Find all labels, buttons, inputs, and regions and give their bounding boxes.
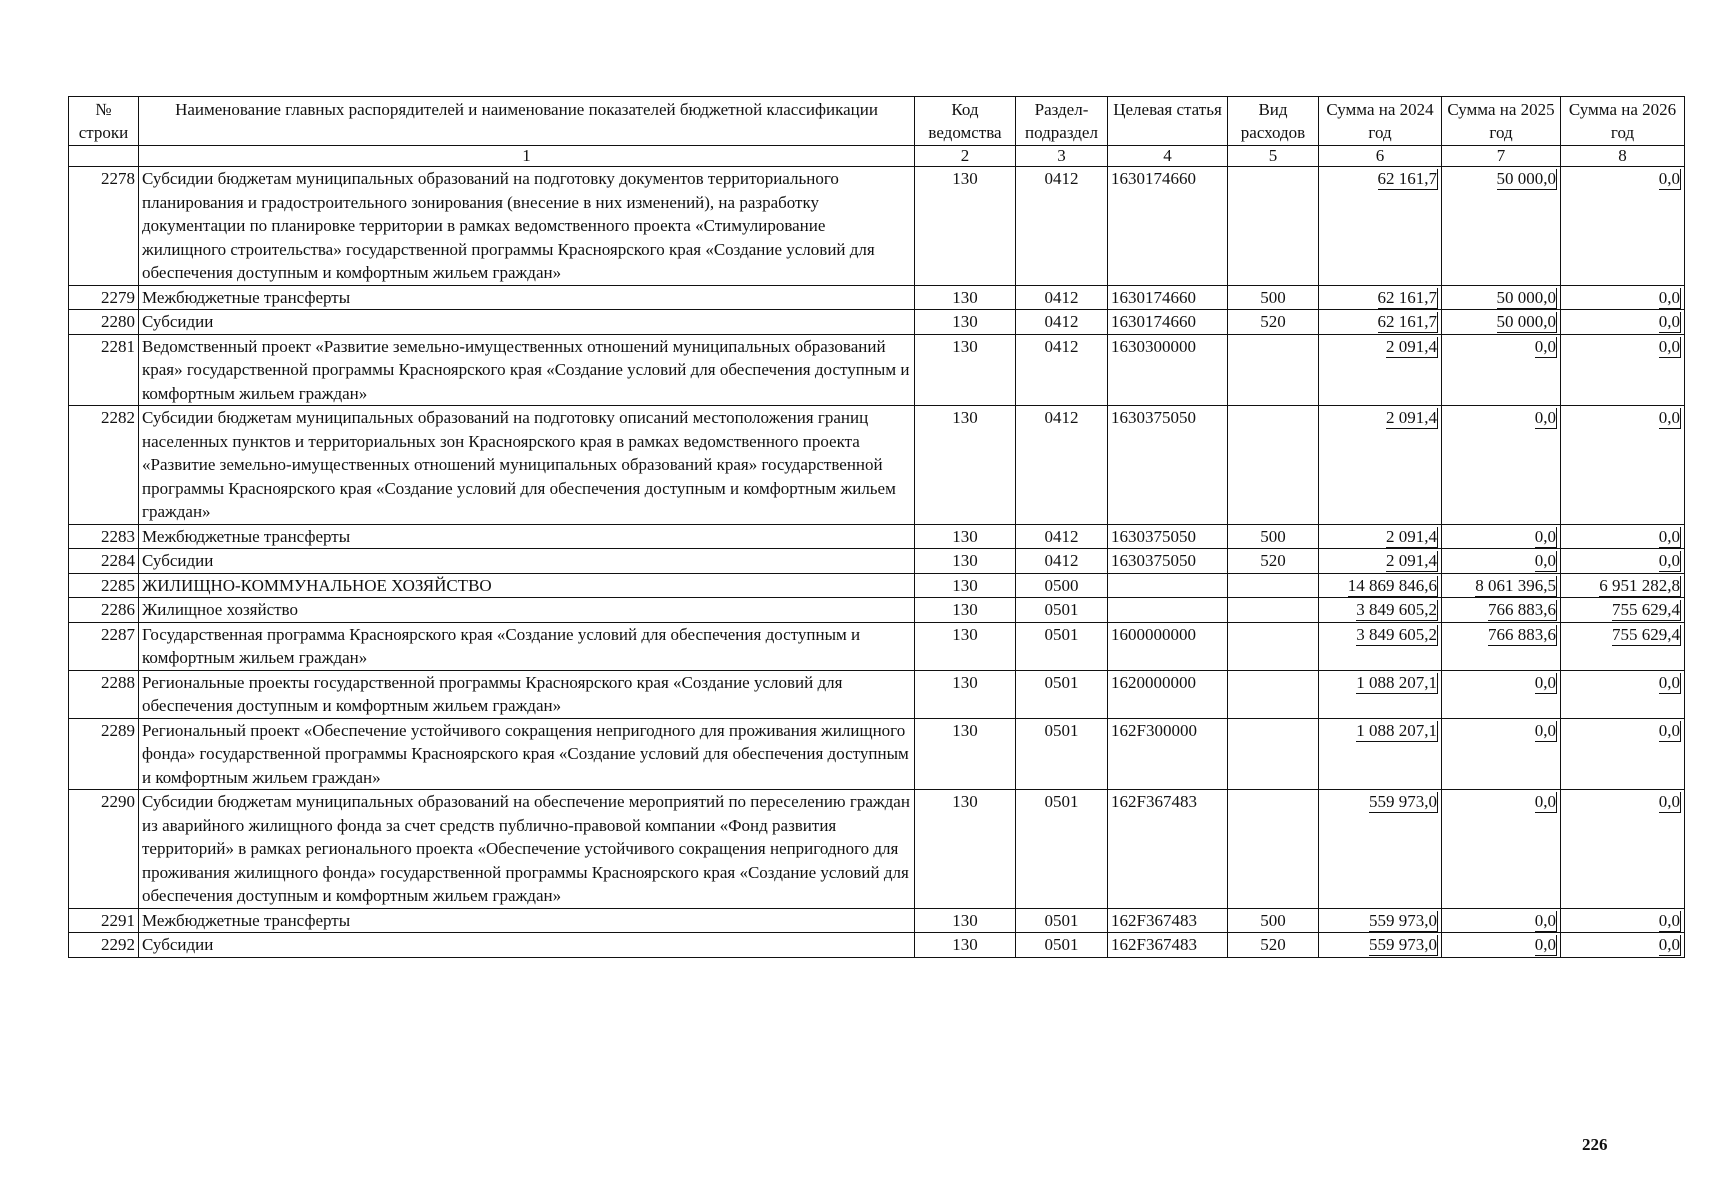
row-department-code: 130 xyxy=(915,598,1016,623)
row-sum-2025-cell xyxy=(1442,573,1561,598)
row-sum-2026: 0,0 xyxy=(1658,312,1680,331)
budget-table xyxy=(68,96,1685,958)
row-sum-2025: 50 000,0 xyxy=(1496,312,1556,331)
table-row xyxy=(69,334,1685,406)
row-section: 0501 xyxy=(1016,790,1108,909)
row-sum-2024-cell xyxy=(1319,790,1442,909)
header-target-item: Целевая статья xyxy=(1108,97,1228,146)
row-sum-2024-cell xyxy=(1319,622,1442,670)
row-sum-2025: 8 061 396,5 xyxy=(1475,575,1556,595)
row-sum-2024-cell xyxy=(1319,908,1442,933)
column-number: 2 xyxy=(915,146,1016,167)
row-sum-2025: 0,0 xyxy=(1534,551,1556,570)
table-row xyxy=(69,549,1685,574)
row-sum-2026-cell xyxy=(1561,310,1685,335)
row-target-item: 162F367483 xyxy=(1108,933,1228,958)
row-sum-2024: 559 973,0 xyxy=(1369,792,1437,811)
row-department-code: 130 xyxy=(915,406,1016,525)
row-sum-2026: 0,0 xyxy=(1658,792,1680,811)
row-sum-2026-cell xyxy=(1561,406,1685,525)
row-name: Жилищное хозяйство xyxy=(139,598,915,623)
row-number: 2288 xyxy=(69,670,139,718)
row-name: Субсидии xyxy=(139,933,915,958)
row-sum-2026-cell xyxy=(1561,718,1685,790)
row-sum-2025-cell xyxy=(1442,908,1561,933)
row-sum-2026: 0,0 xyxy=(1658,169,1680,188)
table-row xyxy=(69,310,1685,335)
table-row xyxy=(69,573,1685,598)
table-row xyxy=(69,908,1685,933)
row-number: 2280 xyxy=(69,310,139,335)
row-sum-2026: 0,0 xyxy=(1658,336,1680,356)
row-expense-type xyxy=(1228,573,1319,598)
row-section: 0412 xyxy=(1016,406,1108,525)
table-row xyxy=(69,718,1685,790)
row-sum-2026: 0,0 xyxy=(1658,526,1680,546)
row-sum-2024-cell xyxy=(1319,167,1442,286)
row-sum-2026-cell xyxy=(1561,790,1685,909)
row-name: Субсидии бюджетам муниципальных образований на подготовку документов территориального планирования и градостроительного зонирования (внесение в них изменений), на разработку документации по планировке территории в рамках ведомственного проекта «Стимулирование жилищного строительства» государственной программы Красноярского края «Создание условий для обеспечения доступным и комфортным жильем граждан» xyxy=(139,167,915,286)
row-name: Государственная программа Красноярского края «Создание условий для обеспечения доступным и комфортным жильем граждан» xyxy=(139,622,915,670)
row-sum-2024-cell xyxy=(1319,598,1442,623)
row-name: Межбюджетные трансферты xyxy=(139,524,915,549)
header-expense-type: Вид расходов xyxy=(1228,97,1319,146)
header-name: Наименование главных распорядителей и наименование показателей бюджетной классификации xyxy=(139,97,915,146)
row-sum-2024: 1 088 207,1 xyxy=(1356,720,1437,740)
row-name: Субсидии xyxy=(139,549,915,574)
row-section: 0412 xyxy=(1016,285,1108,310)
row-sum-2025: 0,0 xyxy=(1534,792,1556,811)
row-target-item: 1630174660 xyxy=(1108,310,1228,335)
row-sum-2026-cell xyxy=(1561,334,1685,406)
row-section: 0500 xyxy=(1016,573,1108,598)
column-number: 3 xyxy=(1016,146,1108,167)
row-sum-2024-cell xyxy=(1319,670,1442,718)
row-sum-2025-cell xyxy=(1442,524,1561,549)
row-sum-2024-cell xyxy=(1319,334,1442,406)
row-sum-2025: 50 000,0 xyxy=(1496,287,1556,307)
row-sum-2026: 755 629,4 xyxy=(1612,600,1680,619)
row-department-code: 130 xyxy=(915,933,1016,958)
row-expense-type: 520 xyxy=(1228,310,1319,335)
row-name: Межбюджетные трансферты xyxy=(139,285,915,310)
row-name: Субсидии бюджетам муниципальных образований на обеспечение мероприятий по переселению граждан из аварийного жилищного фонда за счет средств публично-правовой компании «Фонд развития территорий» в рамках регионального проекта «Обеспечение устойчивого сокращения непригодного для проживания жилищного фонда» государственной программы Красноярского края «Создание условий для обеспечения доступным и комфортным жильем граждан» xyxy=(139,790,915,909)
row-sum-2024-cell xyxy=(1319,524,1442,549)
row-sum-2026-cell xyxy=(1561,933,1685,958)
row-sum-2025-cell xyxy=(1442,622,1561,670)
row-target-item: 1630375050 xyxy=(1108,406,1228,525)
row-sum-2024: 2 091,4 xyxy=(1386,526,1437,546)
header-department-code: Код ведомства xyxy=(915,97,1016,146)
row-sum-2026: 755 629,4 xyxy=(1612,624,1680,644)
row-number: 2291 xyxy=(69,908,139,933)
row-name: Субсидии бюджетам муниципальных образований на подготовку описаний местоположения границ населенных пунктов и территориальных зон Красноярского края в рамках ведомственного проекта «Развитие земельно-имущественных отношений муниципальных образований края» государственной программы Красноярского края «Создание условий для обеспечения доступным и комфортным жильем граждан» xyxy=(139,406,915,525)
row-expense-type xyxy=(1228,598,1319,623)
row-section: 0501 xyxy=(1016,598,1108,623)
row-sum-2024-cell xyxy=(1319,573,1442,598)
row-target-item: 162F367483 xyxy=(1108,790,1228,909)
row-sum-2025-cell xyxy=(1442,167,1561,286)
row-department-code: 130 xyxy=(915,670,1016,718)
row-sum-2025: 0,0 xyxy=(1534,672,1556,692)
row-sum-2026: 0,0 xyxy=(1658,910,1680,930)
row-expense-type xyxy=(1228,167,1319,286)
row-sum-2025: 0,0 xyxy=(1534,408,1556,427)
row-expense-type xyxy=(1228,718,1319,790)
row-sum-2025: 0,0 xyxy=(1534,526,1556,546)
column-number: 6 xyxy=(1319,146,1442,167)
row-sum-2026-cell xyxy=(1561,622,1685,670)
row-sum-2025-cell xyxy=(1442,549,1561,574)
row-sum-2026-cell xyxy=(1561,285,1685,310)
header-sum-2026: Сумма на 2026 год xyxy=(1561,97,1685,146)
table-row xyxy=(69,285,1685,310)
row-number: 2279 xyxy=(69,285,139,310)
column-number: 1 xyxy=(139,146,915,167)
row-target-item: 1630375050 xyxy=(1108,524,1228,549)
column-number: 8 xyxy=(1561,146,1685,167)
row-sum-2025: 0,0 xyxy=(1534,720,1556,740)
row-department-code: 130 xyxy=(915,524,1016,549)
row-section: 0412 xyxy=(1016,310,1108,335)
row-name: Ведомственный проект «Развитие земельно-имущественных отношений муниципальных образований края» государственной программы Красноярского края «Создание условий для обеспечения доступным и комфортным жильем граждан» xyxy=(139,334,915,406)
row-sum-2026-cell xyxy=(1561,573,1685,598)
row-sum-2024: 559 973,0 xyxy=(1369,935,1437,954)
row-section: 0501 xyxy=(1016,718,1108,790)
row-section: 0412 xyxy=(1016,334,1108,406)
row-department-code: 130 xyxy=(915,718,1016,790)
row-name: Субсидии xyxy=(139,310,915,335)
row-sum-2026: 0,0 xyxy=(1658,551,1680,570)
row-number: 2286 xyxy=(69,598,139,623)
table-row xyxy=(69,524,1685,549)
row-target-item: 162F300000 xyxy=(1108,718,1228,790)
row-number: 2281 xyxy=(69,334,139,406)
row-expense-type xyxy=(1228,622,1319,670)
row-section: 0501 xyxy=(1016,622,1108,670)
row-number: 2289 xyxy=(69,718,139,790)
row-expense-type: 500 xyxy=(1228,285,1319,310)
header-sum-2024: Сумма на 2024 год xyxy=(1319,97,1442,146)
row-department-code: 130 xyxy=(915,790,1016,909)
row-sum-2025: 0,0 xyxy=(1534,336,1556,356)
table-row xyxy=(69,167,1685,286)
row-sum-2026-cell xyxy=(1561,524,1685,549)
row-number: 2285 xyxy=(69,573,139,598)
row-sum-2024: 2 091,4 xyxy=(1386,408,1437,427)
row-number: 2290 xyxy=(69,790,139,909)
row-target-item: 1630174660 xyxy=(1108,285,1228,310)
row-sum-2026-cell xyxy=(1561,549,1685,574)
row-section: 0501 xyxy=(1016,933,1108,958)
row-number: 2287 xyxy=(69,622,139,670)
row-expense-type xyxy=(1228,406,1319,525)
row-sum-2026: 6 951 282,8 xyxy=(1599,575,1680,595)
row-sum-2025-cell xyxy=(1442,790,1561,909)
header-row-number: № строки xyxy=(69,97,139,146)
page-number: 226 xyxy=(1582,1135,1608,1154)
row-target-item xyxy=(1108,573,1228,598)
row-expense-type xyxy=(1228,790,1319,909)
row-name: Региональные проекты государственной программы Красноярского края «Создание условий для обеспечения доступным и комфортным жильем граждан» xyxy=(139,670,915,718)
row-sum-2024-cell xyxy=(1319,310,1442,335)
row-sum-2024: 62 161,7 xyxy=(1377,312,1437,331)
row-name: ЖИЛИЩНО-КОММУНАЛЬНОЕ ХОЗЯЙСТВО xyxy=(139,573,915,598)
row-sum-2026-cell xyxy=(1561,908,1685,933)
row-department-code: 130 xyxy=(915,334,1016,406)
row-sum-2025-cell xyxy=(1442,670,1561,718)
row-sum-2026: 0,0 xyxy=(1658,672,1680,692)
row-department-code: 130 xyxy=(915,622,1016,670)
row-name: Межбюджетные трансферты xyxy=(139,908,915,933)
row-sum-2025: 766 883,6 xyxy=(1488,624,1556,644)
row-sum-2026: 0,0 xyxy=(1658,287,1680,307)
column-number-empty xyxy=(69,146,139,167)
table-row xyxy=(69,622,1685,670)
row-department-code: 130 xyxy=(915,310,1016,335)
table-row xyxy=(69,598,1685,623)
row-sum-2026: 0,0 xyxy=(1658,720,1680,740)
row-section: 0501 xyxy=(1016,670,1108,718)
row-number: 2284 xyxy=(69,549,139,574)
header-section: Раздел-подраздел xyxy=(1016,97,1108,146)
row-expense-type xyxy=(1228,334,1319,406)
row-department-code: 130 xyxy=(915,167,1016,286)
row-department-code: 130 xyxy=(915,908,1016,933)
row-sum-2024-cell xyxy=(1319,285,1442,310)
row-sum-2024: 62 161,7 xyxy=(1377,169,1437,188)
row-sum-2025-cell xyxy=(1442,334,1561,406)
header-sum-2025: Сумма на 2025 год xyxy=(1442,97,1561,146)
row-target-item: 1630300000 xyxy=(1108,334,1228,406)
row-number: 2282 xyxy=(69,406,139,525)
table-body xyxy=(69,167,1685,958)
row-sum-2024: 3 849 605,2 xyxy=(1356,600,1437,619)
row-expense-type xyxy=(1228,670,1319,718)
table-header xyxy=(69,97,1685,167)
row-section: 0412 xyxy=(1016,167,1108,286)
row-sum-2024: 62 161,7 xyxy=(1377,287,1437,307)
row-sum-2025-cell xyxy=(1442,310,1561,335)
row-target-item: 1620000000 xyxy=(1108,670,1228,718)
row-expense-type: 500 xyxy=(1228,908,1319,933)
row-target-item xyxy=(1108,598,1228,623)
row-department-code: 130 xyxy=(915,549,1016,574)
row-target-item: 1630174660 xyxy=(1108,167,1228,286)
row-sum-2025: 0,0 xyxy=(1534,935,1556,954)
row-sum-2026: 0,0 xyxy=(1658,408,1680,427)
row-number: 2292 xyxy=(69,933,139,958)
row-number: 2283 xyxy=(69,524,139,549)
row-sum-2025: 766 883,6 xyxy=(1488,600,1556,619)
table-row xyxy=(69,406,1685,525)
row-sum-2025-cell xyxy=(1442,285,1561,310)
row-sum-2025: 0,0 xyxy=(1534,910,1556,930)
row-sum-2024-cell xyxy=(1319,718,1442,790)
column-number-row xyxy=(69,146,1685,167)
column-number: 4 xyxy=(1108,146,1228,167)
row-department-code: 130 xyxy=(915,285,1016,310)
row-sum-2025-cell xyxy=(1442,598,1561,623)
row-expense-type: 500 xyxy=(1228,524,1319,549)
row-sum-2026-cell xyxy=(1561,670,1685,718)
row-expense-type: 520 xyxy=(1228,549,1319,574)
row-sum-2024-cell xyxy=(1319,406,1442,525)
row-sum-2024: 1 088 207,1 xyxy=(1356,672,1437,692)
row-sum-2024-cell xyxy=(1319,549,1442,574)
row-sum-2024: 2 091,4 xyxy=(1386,551,1437,570)
row-section: 0412 xyxy=(1016,549,1108,574)
row-sum-2024: 559 973,0 xyxy=(1369,910,1437,930)
row-department-code: 130 xyxy=(915,573,1016,598)
row-sum-2024-cell xyxy=(1319,933,1442,958)
row-section: 0412 xyxy=(1016,524,1108,549)
row-sum-2025-cell xyxy=(1442,406,1561,525)
row-section: 0501 xyxy=(1016,908,1108,933)
row-target-item: 1600000000 xyxy=(1108,622,1228,670)
column-number: 7 xyxy=(1442,146,1561,167)
row-expense-type: 520 xyxy=(1228,933,1319,958)
row-sum-2026-cell xyxy=(1561,598,1685,623)
table-row xyxy=(69,790,1685,909)
row-sum-2024: 3 849 605,2 xyxy=(1356,624,1437,644)
row-sum-2025-cell xyxy=(1442,718,1561,790)
row-sum-2024: 2 091,4 xyxy=(1386,336,1437,356)
row-sum-2025: 50 000,0 xyxy=(1496,169,1556,188)
row-sum-2024: 14 869 846,6 xyxy=(1347,575,1437,595)
row-sum-2025-cell xyxy=(1442,933,1561,958)
column-number: 5 xyxy=(1228,146,1319,167)
row-number: 2278 xyxy=(69,167,139,286)
table-row xyxy=(69,933,1685,958)
row-target-item: 162F367483 xyxy=(1108,908,1228,933)
row-name: Региональный проект «Обеспечение устойчивого сокращения непригодного для проживания жилищного фонда» государственной программы Красноярского края «Создание условий для обеспечения доступным и комфортным жильем граждан» xyxy=(139,718,915,790)
table-row xyxy=(69,670,1685,718)
row-sum-2026: 0,0 xyxy=(1658,935,1680,954)
row-target-item: 1630375050 xyxy=(1108,549,1228,574)
row-sum-2026-cell xyxy=(1561,167,1685,286)
